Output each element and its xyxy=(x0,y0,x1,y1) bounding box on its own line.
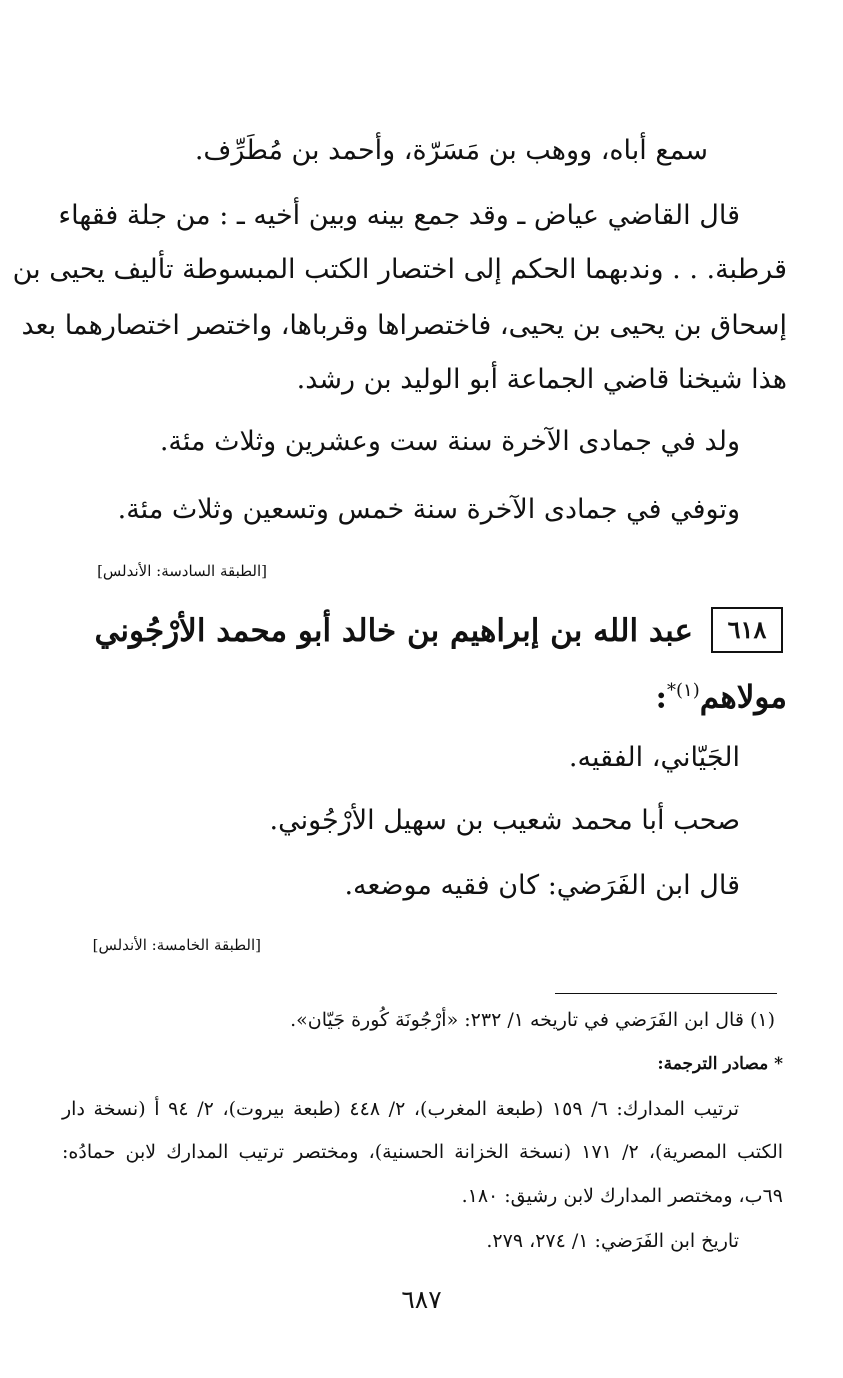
entry-title-line-2 xyxy=(656,668,787,720)
sources-line-1: ترتيب المدارك: ٦/ ١٥٩ (طبعة المغرب)، ٢/ ٤٤٨ (طبعة بيروت)، ٢/ ٩٤ أ (نسخة دار xyxy=(62,1098,740,1120)
category-tag: [الطبقة السادسة: الأندلس] xyxy=(97,562,267,580)
sources-line-3: ٦٩ب، ومختصر المدارك لابن رشيق: ١٨٠. xyxy=(461,1185,783,1207)
body-line-6: ولد في جمادى الآخرة سنة ست وعشرين وثلاث مئة. xyxy=(159,426,740,457)
entry-line-2: صحب أبا محمد شعيب بن سهيل الأرْجُوني. xyxy=(269,805,740,836)
entry-line-1: الجَيّاني، الفقيه. xyxy=(568,742,740,773)
category-tag-2: [الطبقة الخامسة: الأندلس] xyxy=(92,936,261,954)
footnote-1: (١) قال ابن الفَرَضي في تاريخه ١/ ٢٣٢: «أرْجُونَة كُورة جَيّان». xyxy=(290,1009,775,1031)
body-line-3: قرطبة. . . وندبهما الحكم إلى اختصار الكتب المبسوطة تأليف يحيى بن xyxy=(12,254,787,285)
body-line-5: هذا شيخنا قاضي الجماعة أبو الوليد بن رشد. xyxy=(296,364,787,395)
entry-title-colon: : xyxy=(655,679,667,716)
body-line-7: وتوفي في جمادى الآخرة سنة خمس وتسعين وثلاث مئة. xyxy=(117,494,740,525)
entry-line-3: قال ابن الفَرَضي: كان فقيه موضعه. xyxy=(344,870,740,901)
entry-title-text: مولاهم xyxy=(699,679,787,716)
body-line-2: قال القاضي عياض ـ وقد جمع بينه وبين أخيه ـ : من جلة فقهاء xyxy=(58,200,740,231)
body-line-4: إسحاق بن يحيى بن يحيى، فاختصراها وقرباها، واختصر اختصارهما بعد xyxy=(21,310,787,341)
sources-line-4: تاريخ ابن الفَرَضي: ١/ ٢٧٤، ٢٧٩. xyxy=(486,1230,739,1252)
sources-heading: * مصادر الترجمة: xyxy=(657,1054,783,1074)
page-number: ٦٨٧ xyxy=(401,1285,442,1314)
entry-title-line-1: عبد الله بن إبراهيم بن خالد أبو محمد الأرْجُوني xyxy=(94,613,693,649)
sources-line-2: الكتب المصرية)، ٢/ ١٧١ (نسخة الخزانة الحسنية)، ومختصر ترتيب المدارك لابن حمادُه: xyxy=(62,1141,784,1163)
entry-number-box: ٦١٨ xyxy=(711,607,783,653)
footnote-marker: (١)* xyxy=(666,680,700,701)
footnote-divider xyxy=(555,993,777,994)
body-line-1: سمع أباه، ووهب بن مَسَرّة، وأحمد بن مُطَرِّف. xyxy=(194,135,708,166)
